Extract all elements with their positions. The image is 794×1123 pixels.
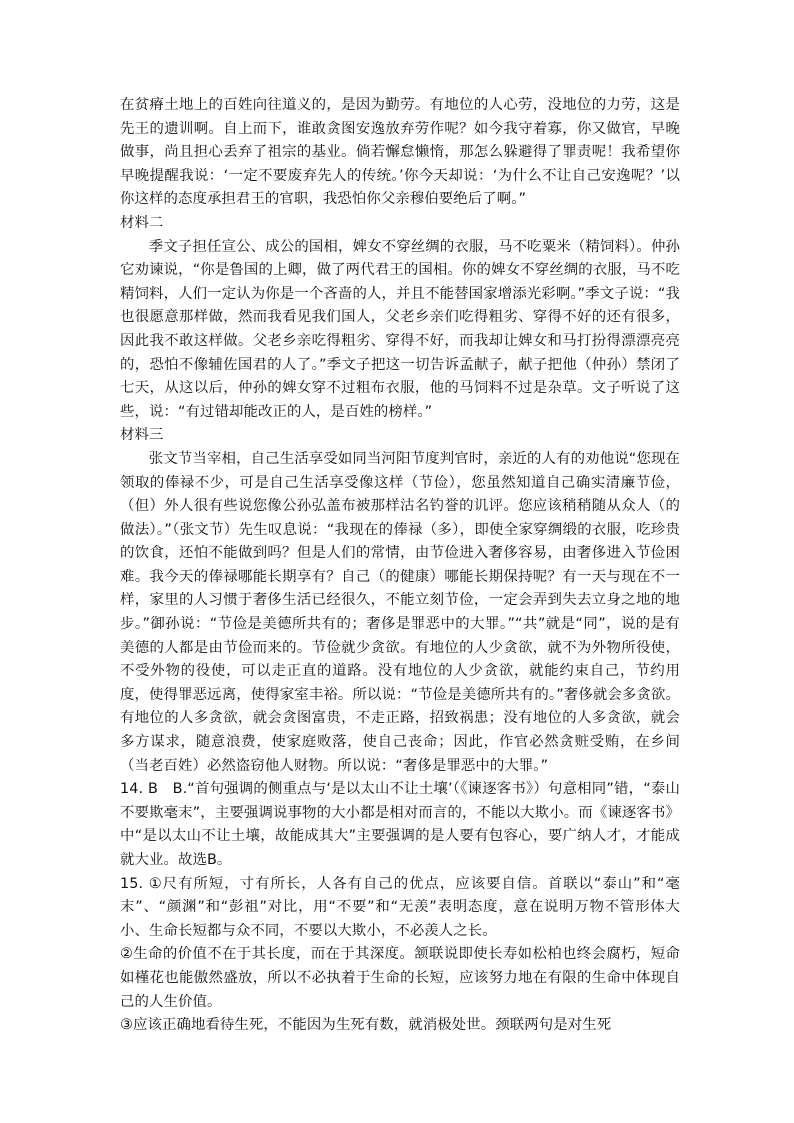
answer-14: 14. B B.“首句强调的侧重点与‘是以太山不让土壤’（《谏逐客书》）句意相同”错，“泰山不要欺毫末”，主要强调说事物的大小都是相对而言的，不能以大欺小。而《谏逐客书》中“是以太山不让土壤，故能成其大”主要强调的是人要有包容心，要广纳人才，才能成就大业。故选B。 bbox=[120, 781, 680, 868]
answer-15-point-2: ②生命的价值不在于其长度，而在于其深度。颔联说即使长寿如松柏也终会腐朽，短命如槿花也能傲然盛放，所以不必执着于生命的长短，应该努力地在有限的生命中体现自己的人生价值。 bbox=[120, 946, 680, 1010]
material-3-heading: 材料三 bbox=[120, 427, 164, 444]
document-page bbox=[120, 94, 680, 1038]
answer-15-point-3: ③应该正确地看待生死，不能因为生死有数，就消极处世。颈联两句是对生死 bbox=[120, 1017, 612, 1034]
material-2-paragraph: 季文子担任宣公、成公的国相，婢女不穿丝绸的衣服，马不吃粟米（精饲料）。仲孙它劝谏说，“你是鲁国的上卿，做了两代君王的国相。你的婢女不穿丝绸的衣服，马不吃精饲料，人们一定认为你是一个吝啬的人，并且不能替国家增添光彩啊。”季文子说：“我也很愿意那样做，然而我看见我们国人，父老乡亲们吃得粗劣、穿得不好的还有很多，因此我不敢这样做。父老乡亲吃得粗劣、穿得不好，而我却让婢女和马打扮得漂漂亮亮的，恐怕不像辅佐国君的人了。”季文子把这一切告诉孟献子，献子把他（仲孙）禁闭了七天，从这以后，仲孙的婢女穿不过粗布衣服，他的马饲料不过是杂草。文子听说了这些，说：“有过错却能改正的人，是百姓的榜样。” bbox=[120, 238, 680, 420]
continuation-paragraph: 在贫瘠土地上的百姓向往道义的，是因为勤劳。有地位的人心劳，没地位的力劳，这是先王的遗训啊。自上而下，谁敢贪图安逸放弃劳作呢？如今我守着寡，你又做官，早晚做事，尚且担心丢弃了祖宗的基业。倘若懈怠懒惰，那怎么躲避得了罪责呢！我希望你早晚提醒我说：‘一定不要废弃先人的传统。’你今天却说：‘为什么不让自己安逸呢？’以你这样的态度承担君王的官职，我恐怕你父亲穆伯要绝后了啊。” bbox=[120, 97, 680, 208]
material-3-paragraph: 张文节当宰相，自己生活享受如同当河阳节度判官时，亲近的人有的劝他说“您现在领取的俸禄不少，可是自己生活享受像这样（节俭），您虽然知道自己确实清廉节俭，（但）外人很有些说您像公孙弘盖布被那样沽名钓誉的讥评。您应该稍稍随从众人（的做法）。”（张文节）先生叹息说：“我现在的俸禄（多），即使全家穿绸缎的衣服，吃珍贵的饮食，还怕不能做到吗？但是人们的常情，由节俭进入奢侈容易，由奢侈进入节俭困难。我今天的俸禄哪能长期享有？自己（的健康）哪能长期保持呢？有一天与现在不一样，家里的人习惯于奢侈生活已经很久，不能立刻节俭，一定会弄到失去立身之地的地步。”御孙说：“节俭是美德所共有的；奢侈是罪恶中的大罪。”“共”就是“同”，说的是有美德的人都是由节俭而来的。节俭就少贪欲。有地位的人少贪欲，就不为外物所役使，不受外物的役使，可以走正直的道路。没有地位的人少贪欲，就能约束自己，节约用度，使得罪恶远离，使得家室丰裕。所以说：“节俭是美德所共有的。”奢侈就会多贪欲。有地位的人多贪欲，就会贪图富贵，不走正路，招致祸患；没有地位的人多贪欲，就会多方谋求，随意浪费，使家庭败落，使自己丧命；因此，作官必然贪赃受贿，在乡间（当老百姓）必然盗窃他人财物。所以说：“奢侈是罪恶中的大罪。” bbox=[120, 450, 680, 774]
material-2-heading: 材料二 bbox=[120, 214, 164, 231]
answer-15-point-1: 15. ①尺有所短，寸有所长，人各有自己的优点，应该要自信。首联以“泰山”和“毫末”、“颜渊”和“彭祖”对比，用“不要”和“无羡”表明态度，意在说明万物不管形体大小、生命长短都与众不同，不要以大欺小，不必羡人之长。 bbox=[120, 875, 680, 939]
